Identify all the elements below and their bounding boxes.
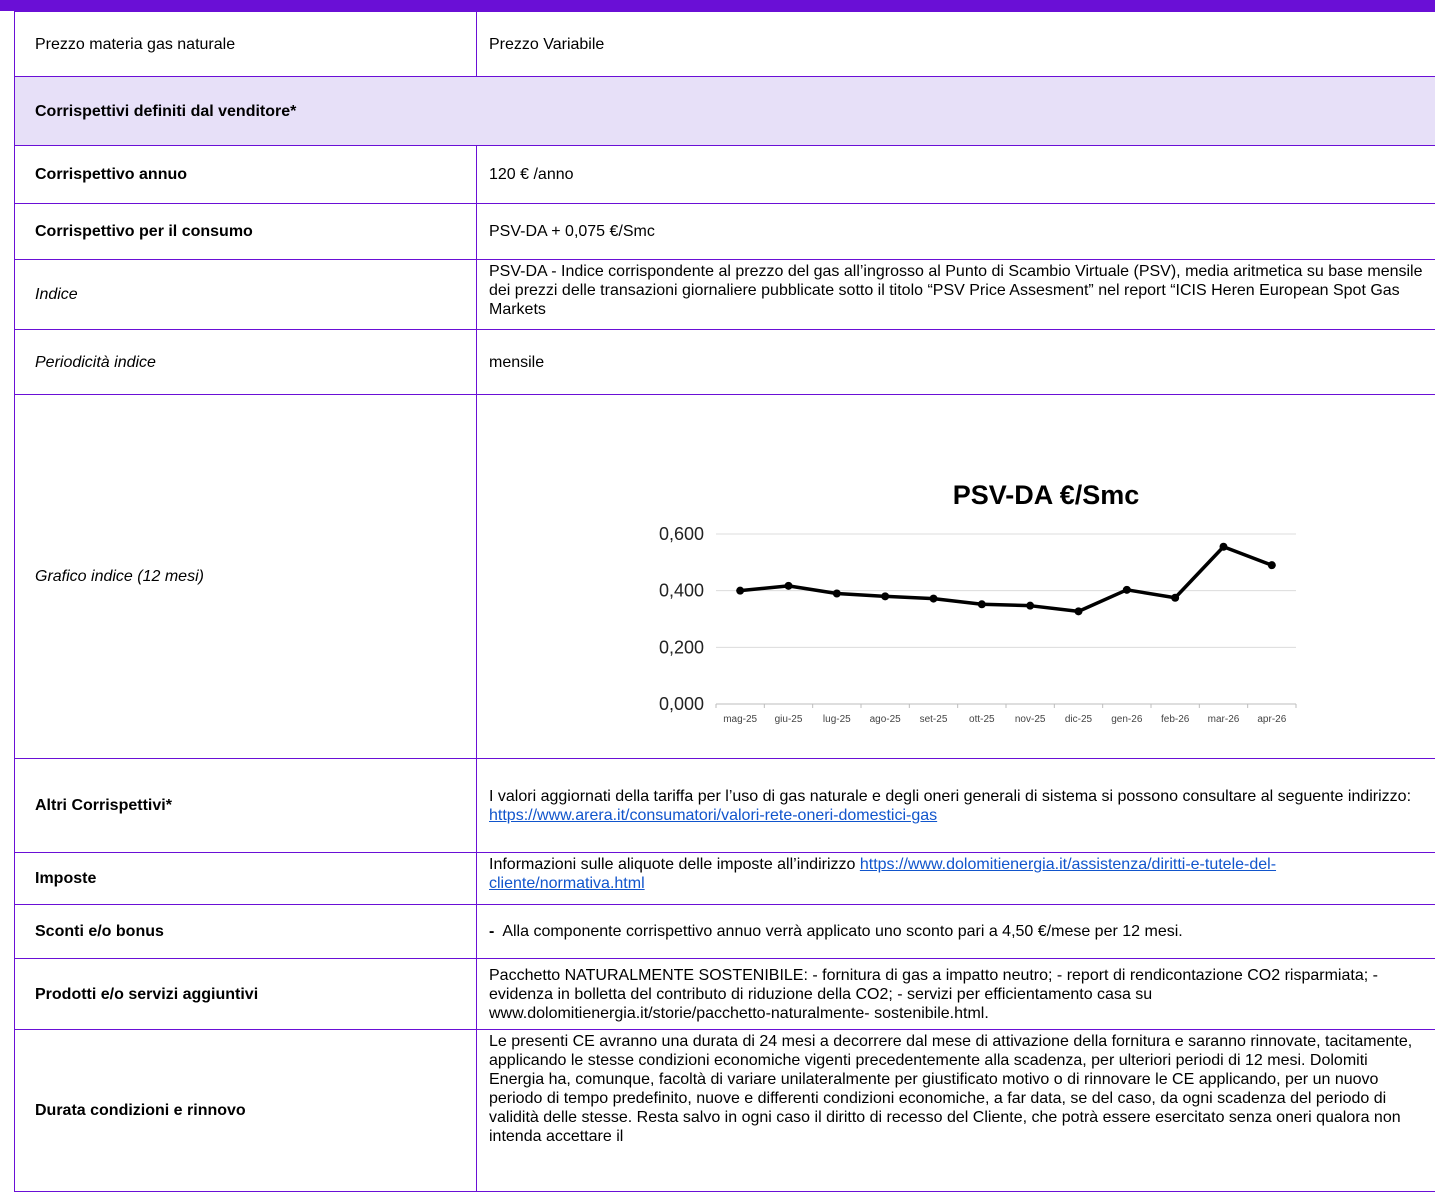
arera-link[interactable]: https://www.arera.it/consumatori/valori-rete-oneri-domestici-gas bbox=[489, 807, 937, 824]
table-row bbox=[15, 1030, 1435, 1192]
series-line bbox=[740, 547, 1272, 612]
data-point bbox=[1171, 594, 1179, 602]
data-point bbox=[1220, 543, 1228, 551]
row-text: I valori aggiornati della tariffa per l’uso di gas naturale e degli oneri generali di sistema si possono consultare al seguente indirizzo: bbox=[489, 788, 1411, 805]
row-label: Corrispettivo annuo bbox=[15, 146, 477, 204]
row-value: mensile bbox=[477, 330, 1435, 395]
data-point bbox=[1026, 602, 1034, 610]
x-tick-label: mag-25 bbox=[723, 714, 757, 724]
normativa-link[interactable]: https://www.dolomitienergia.it/assistenza/diritti-e-tutele-del-cliente/normativa.html bbox=[489, 856, 1276, 892]
row-label: Altri Corrispettivi* bbox=[15, 759, 477, 853]
table-row bbox=[15, 146, 1435, 204]
x-tick-label: feb-26 bbox=[1161, 714, 1190, 724]
y-tick-label: 0,600 bbox=[659, 524, 704, 544]
row-label: Sconti e/o bonus bbox=[15, 905, 477, 959]
data-point bbox=[833, 590, 841, 598]
data-point bbox=[736, 587, 744, 595]
table-row bbox=[15, 759, 1435, 853]
data-point bbox=[930, 595, 938, 603]
table-row bbox=[15, 853, 1435, 905]
table-row bbox=[15, 204, 1435, 260]
row-value: PSV-DA + 0,075 €/Smc bbox=[477, 204, 1435, 260]
row-label: Imposte bbox=[15, 853, 477, 905]
row-value: PSV-DA - Indice corrispondente al prezzo del gas all’ingrosso al Punto di Scambio Virtuale (PSV), media aritmetica su base mensile dei prezzi delle transazioni giornaliere pubblicate sotto il titolo “PSV Price Assesment” nel report “ICIS Heren European Spot Gas Markets bbox=[477, 260, 1435, 330]
y-tick-label: 0,200 bbox=[659, 637, 704, 657]
data-point bbox=[785, 582, 793, 590]
section-title: Corrispettivi definiti dal venditore* bbox=[15, 77, 1435, 146]
bullet-dash: - bbox=[489, 923, 494, 940]
psv-line-chart bbox=[598, 424, 1318, 724]
x-tick-label: apr-26 bbox=[1257, 714, 1286, 724]
row-value bbox=[477, 905, 1435, 959]
x-tick-label: mar-26 bbox=[1208, 714, 1240, 724]
y-tick-label: 0,400 bbox=[659, 581, 704, 601]
row-label: Periodicità indice bbox=[15, 330, 477, 395]
chart-cell bbox=[477, 395, 1435, 759]
y-tick-label: 0,000 bbox=[659, 694, 704, 714]
table-row bbox=[15, 959, 1435, 1030]
table-row bbox=[15, 905, 1435, 959]
x-tick-label: lug-25 bbox=[823, 714, 851, 724]
table-row bbox=[15, 260, 1435, 330]
row-value: 120 € /anno bbox=[477, 146, 1435, 204]
data-point bbox=[1075, 607, 1083, 615]
table-row bbox=[15, 330, 1435, 395]
row-value: Prezzo Variabile bbox=[477, 12, 1435, 77]
table-row bbox=[15, 395, 1435, 759]
x-tick-label: nov-25 bbox=[1015, 714, 1046, 724]
row-label: Indice bbox=[15, 260, 477, 330]
row-value bbox=[477, 759, 1435, 853]
data-point bbox=[881, 592, 889, 600]
data-point bbox=[1123, 586, 1131, 594]
data-point bbox=[978, 600, 986, 608]
row-text: Alla componente corrispettivo annuo verrà applicato uno sconto pari a 4,50 €/mese per 12 mesi. bbox=[502, 923, 1182, 940]
chart-title: PSV-DA €/Smc bbox=[953, 480, 1140, 510]
x-tick-label: ott-25 bbox=[969, 714, 995, 724]
row-value: Le presenti CE avranno una durata di 24 mesi a decorrere dal mese di attivazione della fornitura e saranno rinnovate, tacitamente, applicando le stesse condizioni economiche vigenti precedentemente alla scadenza, per ulteriori periodi di 12 mesi. Dolomiti Energia ha, comunque, facoltà di variare unilateralmente per giustificato motivo o di rinnovare le CE applicando, per un nuovo periodo di tempo predefinito, nuove e differenti condizioni economiche, a far data, se del caso, da ogni scadenza del periodo di validità delle stesse. Resta salvo in ogni caso il diritto di recesso del Cliente, che potrà essere esercitato senza oneri qualora non intenda accettare il bbox=[477, 1030, 1435, 1192]
x-tick-label: dic-25 bbox=[1065, 714, 1093, 724]
row-label: Grafico indice (12 mesi) bbox=[15, 395, 477, 759]
x-tick-label: giu-25 bbox=[775, 714, 803, 724]
x-tick-label: ago-25 bbox=[870, 714, 902, 724]
x-tick-label: gen-26 bbox=[1111, 714, 1143, 724]
offer-conditions-table bbox=[14, 11, 1435, 1192]
x-tick-label: set-25 bbox=[920, 714, 948, 724]
row-label: Prezzo materia gas naturale bbox=[15, 12, 477, 77]
row-value: Pacchetto NATURALMENTE SOSTENIBILE: - fornitura di gas a impatto neutro; - report di rendicontazione CO2 risparmiata; - evidenza in bolletta del contributo di riduzione della CO2; - servizi per efficientamento casa su www.dolomitienergia.it/storie/pacchetto-naturalmente- sostenibile.html. bbox=[477, 959, 1435, 1030]
row-value bbox=[477, 853, 1435, 905]
row-label: Durata condizioni e rinnovo bbox=[15, 1030, 477, 1192]
section-header-row bbox=[15, 77, 1435, 146]
row-text: Informazioni sulle aliquote delle imposte all’indirizzo bbox=[489, 856, 860, 873]
data-point bbox=[1268, 561, 1276, 569]
row-label: Corrispettivo per il consumo bbox=[15, 204, 477, 260]
top-accent-bar bbox=[0, 0, 1435, 11]
table-row bbox=[15, 12, 1435, 77]
row-label: Prodotti e/o servizi aggiuntivi bbox=[15, 959, 477, 1030]
